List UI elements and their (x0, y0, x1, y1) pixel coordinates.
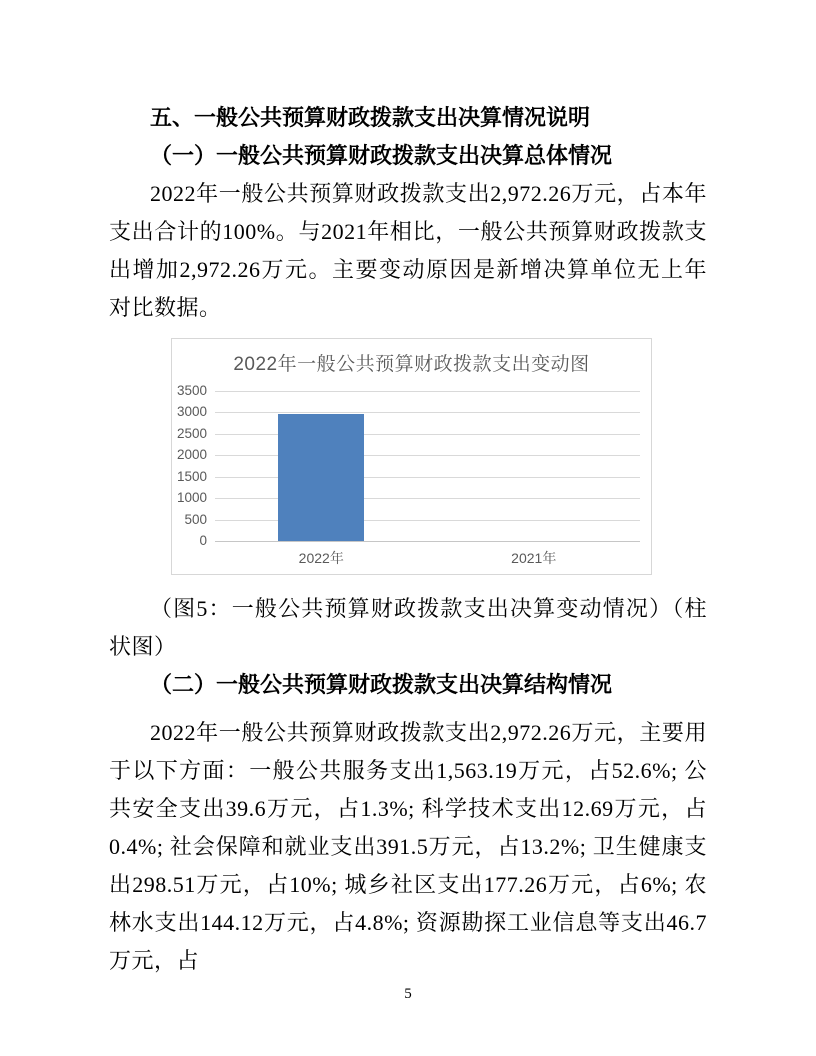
chart-y-tick-label: 500 (184, 511, 207, 527)
paragraph-overview: 2022年一般公共预算财政拨款支出2,972.26万元，占本年支出合计的100%。与2021年相比，一般公共预算财政拨款支出增加2,972.26万元。主要变动原因是新增决算单位无上年对比数据。 (109, 181, 707, 320)
chart-y-tick-label: 1500 (176, 468, 207, 484)
bar-chart-figure (171, 338, 652, 575)
chart-y-tick-label: 0 (199, 533, 207, 548)
heading-main: 五、一般公共预算财政拨款支出决算情况说明 (150, 105, 591, 130)
chart-x-category-label: 2021年 (511, 550, 557, 566)
chart-gridline (215, 391, 640, 392)
figure-caption: （图5：一般公共预算财政拨款支出决算变动情况）（柱状图） (109, 596, 707, 659)
chart-gridline (215, 541, 640, 542)
heading-section-2: （二）一般公共预算财政拨款支出决算结构情况 (150, 672, 613, 697)
heading-section-1: （一）一般公共预算财政拨款支出决算总体情况 (150, 143, 613, 168)
chart-bar (278, 414, 364, 541)
chart-y-tick-label: 3500 (176, 383, 207, 398)
paragraph-structure: 2022年一般公共预算财政拨款支出2,972.26万元，主要用于以下方面：一般公共服务支出1,563.19万元，占52.6%; 公共安全支出39.6万元，占1.3%; 科学技术支出12.69万元，占0.4%; 社会保障和就业支出391.5万元，占13.2%; 卫生健康支出298.51万元，占10%; 城乡社区支出177.26万元，占6%; 农林水支出144.12万元，占4.8%; 资源勘探工业信息等支出46.7万元，占 (109, 720, 707, 973)
page-number: 5 (404, 986, 412, 1002)
chart-y-tick-label: 2000 (176, 447, 207, 463)
chart-x-category-label: 2022年 (298, 550, 344, 566)
chart-y-tick-label: 3000 (176, 404, 207, 420)
chart-y-tick-label: 2500 (176, 425, 207, 441)
chart-title: 2022年一般公共预算财政拨款支出变动图 (233, 354, 590, 375)
chart-y-tick-label: 1000 (176, 490, 207, 506)
